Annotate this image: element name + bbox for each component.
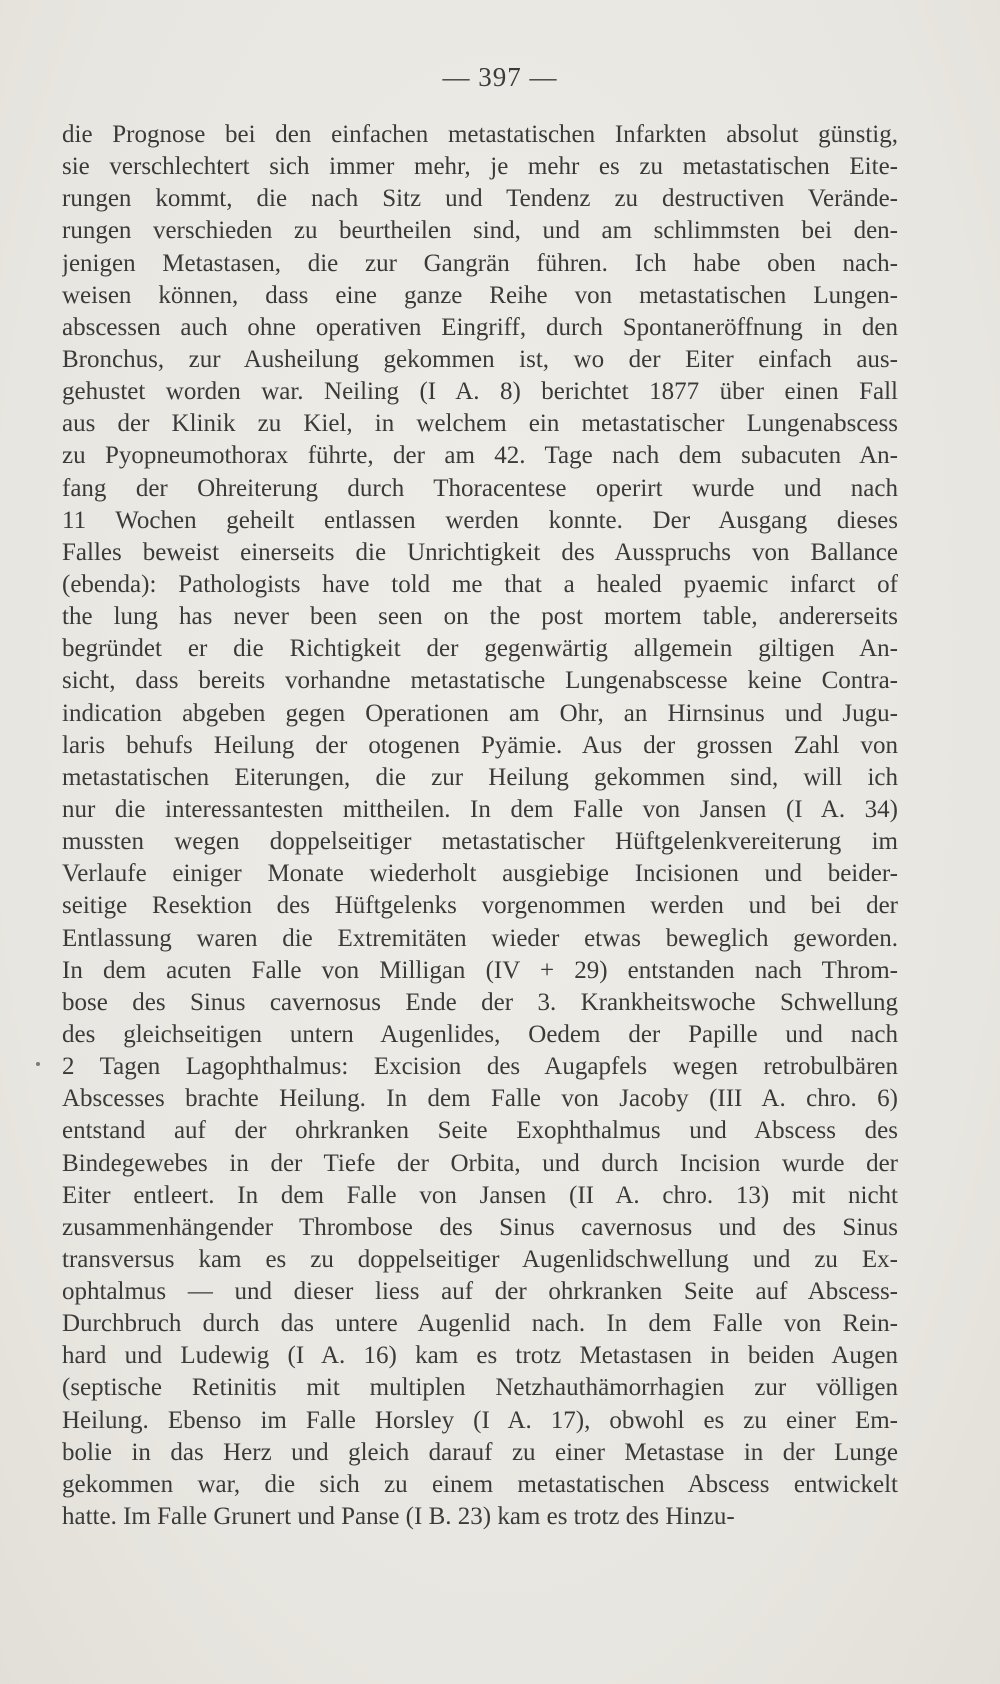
text-line: metastatischen Eiterungen, die zur Heilung gekommen sind, will ich xyxy=(62,763,898,791)
text-line: mussten wegen doppelseitiger metastatischer Hüftgelenkvereiterung im xyxy=(62,828,898,856)
text-line: Durchbruch durch das untere Augenlid nach. In dem Falle von Rein- xyxy=(62,1310,898,1338)
text-line: zu Pyopneumothorax führte, der am 42. Tage nach dem subacuten An- xyxy=(62,442,898,470)
text-line: Verlaufe einiger Monate wiederholt ausgiebige Incisionen und beider- xyxy=(62,860,898,888)
text-line: laris behufs Heilung der otogenen Pyämie. Aus der grossen Zahl von xyxy=(62,731,898,759)
text-line: (ebenda): Pathologists have told me that a healed pyaemic infarct of xyxy=(62,570,898,598)
text-line: Eiter entleert. In dem Falle von Jansen (II A. chro. 13) mit nicht xyxy=(62,1181,898,1209)
text-line: 11 Wochen geheilt entlassen werden konnte. Der Ausgang dieses xyxy=(62,506,898,534)
text-line: fang der Ohreiterung durch Thoracentese operirt wurde und nach xyxy=(62,474,898,502)
text-line: gehustet worden war. Neiling (I A. 8) berichtet 1877 über einen Fall xyxy=(62,378,898,406)
text-line: weisen können, dass eine ganze Reihe von metastatischen Lungen- xyxy=(62,281,898,309)
body-text xyxy=(62,119,898,1533)
text-line: Falles beweist einerseits die Unrichtigkeit des Ausspruchs von Ballance xyxy=(62,538,898,566)
text-line: jenigen Metastasen, die zur Gangrän führen. Ich habe oben nach- xyxy=(62,249,898,277)
text-line: Bronchus, zur Ausheilung gekommen ist, wo der Eiter einfach aus- xyxy=(62,345,898,373)
text-line: begründet er die Richtigkeit der gegenwärtig allgemein giltigen An- xyxy=(62,635,898,663)
text-line: seitige Resektion des Hüftgelenks vorgenommen werden und bei der xyxy=(62,892,898,920)
text-line: rungen verschieden zu beurtheilen sind, und am schlimmsten bei den- xyxy=(62,217,898,245)
text-line: In dem acuten Falle von Milligan (IV + 29) entstanden nach Throm- xyxy=(62,956,898,984)
text-line: Entlassung waren die Extremitäten wieder etwas beweglich geworden. xyxy=(62,924,898,952)
text-line: des gleichseitigen untern Augenlides, Oedem der Papille und nach xyxy=(62,1020,898,1048)
text-line: Abscesses brachte Heilung. In dem Falle von Jacoby (III A. chro. 6) xyxy=(62,1085,898,1113)
text-line: die Prognose bei den einfachen metastatischen Infarkten absolut günstig, xyxy=(62,121,898,148)
stray-ink-dot xyxy=(36,1062,40,1066)
text-line: 2 Tagen Lagophthalmus: Excision des Augapfels wegen retrobulbären xyxy=(62,1053,898,1081)
text-line: nur die interessantesten mittheilen. In dem Falle von Jansen (I A. 34) xyxy=(62,795,898,823)
text-line: (septische Retinitis mit multiplen Netzhauthämorrhagien zur völligen xyxy=(62,1374,898,1402)
text-line: transversus kam es zu doppelseitiger Augenlidschwellung und zu Ex- xyxy=(62,1245,898,1273)
text-line: entstand auf der ohrkranken Seite Exophthalmus und Abscess des xyxy=(62,1117,898,1145)
text-line: gekommen war, die sich zu einem metastatischen Abscess entwickelt xyxy=(62,1470,898,1498)
text-line: bose des Sinus cavernosus Ende der 3. Krankheitswoche Schwellung xyxy=(62,988,898,1016)
page-number: — 397 — xyxy=(442,62,558,92)
text-line: sicht, dass bereits vorhandne metastatische Lungenabscesse keine Contra- xyxy=(62,667,898,695)
text-line: hard und Ludewig (I A. 16) kam es trotz Metastasen in beiden Augen xyxy=(62,1342,898,1370)
text-line: Bindegewebes in der Tiefe der Orbita, und durch Incision wurde der xyxy=(62,1149,898,1177)
text-line: zusammenhängender Thrombose des Sinus cavernosus und des Sinus xyxy=(62,1213,898,1241)
text-line: hatte. Im Falle Grunert und Panse (I B. 23) kam es trotz des Hinzu- xyxy=(62,1503,735,1531)
text-line: bolie in das Herz und gleich darauf zu einer Metastase in der Lunge xyxy=(62,1438,898,1466)
text-line: rungen kommt, die nach Sitz und Tendenz zu destructiven Verände- xyxy=(62,185,898,213)
text-line: aus der Klinik zu Kiel, in welchem ein metastatischer Lungenabscess xyxy=(62,410,898,438)
text-line: ophtalmus — und dieser liess auf der ohrkranken Seite auf Abscess- xyxy=(62,1278,898,1306)
text-line: abscessen auch ohne operativen Eingriff, durch Spontaneröffnung in den xyxy=(62,313,898,341)
text-line: the lung has never been seen on the post mortem table, andererseits xyxy=(62,603,898,631)
text-line: indication abgeben gegen Operationen am Ohr, an Hirnsinus und Jugu- xyxy=(62,699,898,727)
text-line: sie verschlechtert sich immer mehr, je mehr es zu metastatischen Eite- xyxy=(62,153,898,181)
text-line: Heilung. Ebenso im Falle Horsley (I A. 17), obwohl es zu einer Em- xyxy=(62,1406,898,1434)
